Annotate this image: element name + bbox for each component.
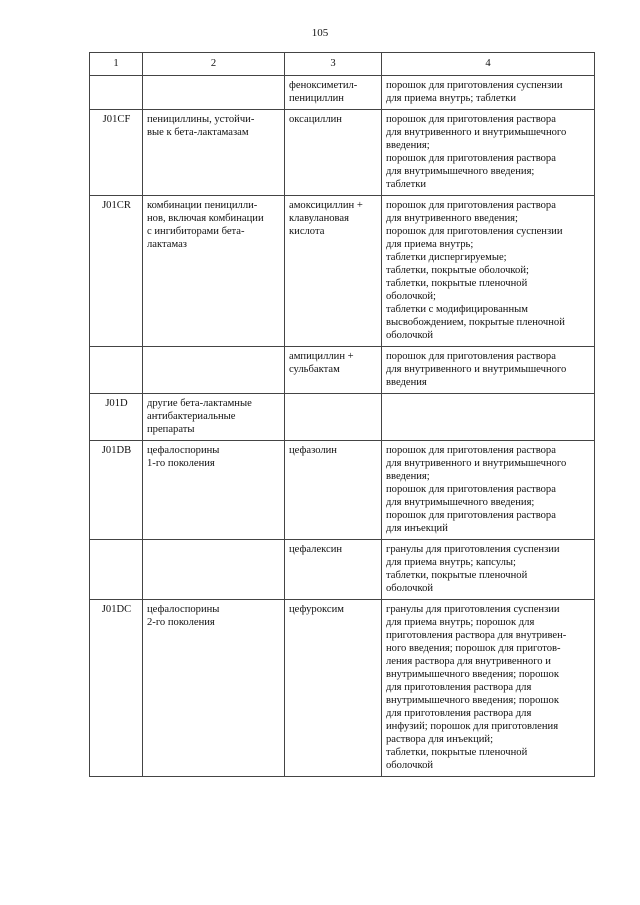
group-cell: цефалоспорины 2-го поколения — [143, 600, 285, 777]
atc-code-cell: J01DB — [90, 441, 143, 540]
group-cell: цефалоспорины 1-го поколения — [143, 441, 285, 540]
table-row — [90, 76, 595, 110]
column-header: 3 — [285, 53, 382, 76]
atc-code-cell — [90, 76, 143, 110]
table-row — [90, 540, 595, 600]
drug-name-cell: цефалексин — [285, 540, 382, 600]
atc-code-cell: J01CF — [90, 110, 143, 196]
dosage-forms-cell: порошок для приготовления раствора для внутривенного и внутримышечного введения; порошок для приготовления раствора для внутримышечного введения; таблетки — [382, 110, 595, 196]
dosage-forms-cell: порошок для приготовления суспензии для приема внутрь; таблетки — [382, 76, 595, 110]
dosage-forms-cell: порошок для приготовления раствора для внутривенного и внутримышечного введения — [382, 347, 595, 394]
dosage-forms-cell: гранулы для приготовления суспензии для приема внутрь; капсулы; таблетки, покрытые пленочной оболочкой — [382, 540, 595, 600]
atc-code-cell — [90, 347, 143, 394]
drug-name-cell: цефуроксим — [285, 600, 382, 777]
atc-code-cell: J01DC — [90, 600, 143, 777]
table-row — [90, 347, 595, 394]
atc-code-cell — [90, 540, 143, 600]
atc-code-cell: J01D — [90, 394, 143, 441]
table-row — [90, 441, 595, 540]
dosage-forms-cell: порошок для приготовления раствора для внутривенного и внутримышечного введения; порошок для приготовления раствора для внутримышечного введения; порошок для приготовления раствора для инъекций — [382, 441, 595, 540]
atc-code-cell: J01CR — [90, 196, 143, 347]
group-cell: пенициллины, устойчи- вые к бета-лактамазам — [143, 110, 285, 196]
table-row — [90, 394, 595, 441]
table-row — [90, 110, 595, 196]
drug-name-cell: цефазолин — [285, 441, 382, 540]
group-cell: комбинации пеницилли- нов, включая комбинации с ингибиторами бета- лактамаз — [143, 196, 285, 347]
dosage-forms-cell: гранулы для приготовления суспензии для приема внутрь; порошок для приготовления раствора для внутривен- ного введения; порошок для приготов- ления раствора для внутривенного и внутримышечного введения; порошок для приготовления раствора для внутримышечного введения; порошок для приготовления раствора для инфузий; порошок для приготовления раствора для инъекций; таблетки, покрытые пленочной оболочкой — [382, 600, 595, 777]
table-row — [90, 600, 595, 777]
drug-name-cell: ампициллин + сульбактам — [285, 347, 382, 394]
group-cell: другие бета-лактамные антибактериальные препараты — [143, 394, 285, 441]
dosage-forms-cell — [382, 394, 595, 441]
table-header-row — [90, 53, 595, 76]
column-header: 1 — [90, 53, 143, 76]
drug-name-cell: амоксициллин + клавулановая кислота — [285, 196, 382, 347]
table-row — [90, 196, 595, 347]
drug-name-cell: оксациллин — [285, 110, 382, 196]
column-header: 2 — [143, 53, 285, 76]
drug-name-cell: феноксиметил- пенициллин — [285, 76, 382, 110]
column-header: 4 — [382, 53, 595, 76]
drug-name-cell — [285, 394, 382, 441]
drug-table — [89, 52, 595, 777]
group-cell — [143, 76, 285, 110]
dosage-forms-cell: порошок для приготовления раствора для внутривенного введения; порошок для приготовления суспензии для приема внутрь; таблетки диспергируемые; таблетки, покрытые оболочкой; таблетки, покрытые пленочной оболочкой; таблетки с модифицированным высвобождением, покрытые пленочной оболочкой — [382, 196, 595, 347]
page-number: 105 — [311, 27, 329, 39]
group-cell — [143, 540, 285, 600]
group-cell — [143, 347, 285, 394]
